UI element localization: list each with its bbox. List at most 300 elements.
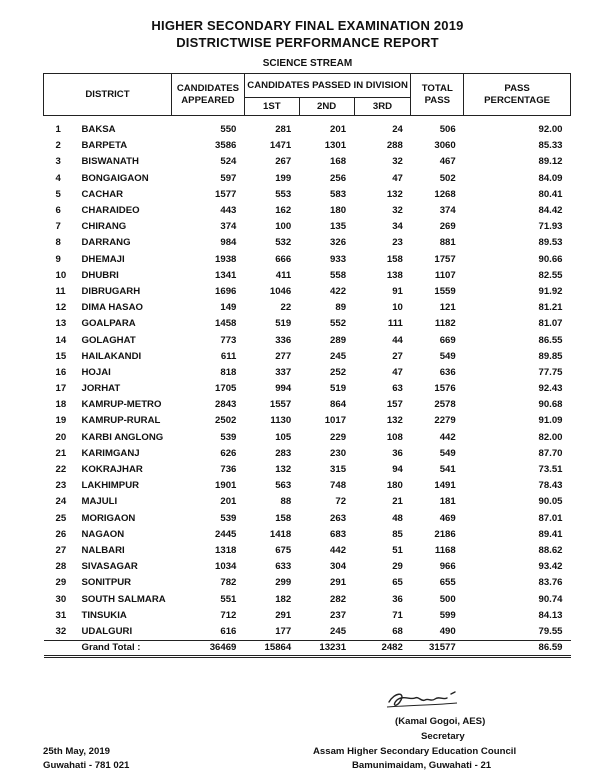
appeared-cell: 611 <box>220 350 237 362</box>
appeared-cell: 550 <box>220 124 237 136</box>
serial-number: 2 <box>55 140 61 152</box>
serial-number: 10 <box>55 269 67 281</box>
table-row <box>44 494 571 510</box>
district-name: GOALPARA <box>81 318 136 330</box>
district-cell <box>44 511 172 527</box>
div2-cell: 229 <box>330 431 347 443</box>
appeared-cell: 1696 <box>215 285 237 297</box>
serial-number: 3 <box>55 156 61 168</box>
grand-total-pass: 31577 <box>411 641 464 657</box>
div3-cell: 158 <box>386 253 403 265</box>
district-name: SONITPUR <box>81 577 132 589</box>
div2-cell: 558 <box>330 269 347 281</box>
div2-cell: 180 <box>330 205 347 217</box>
district-name: DARRANG <box>81 237 131 249</box>
div2-cell: 168 <box>330 156 347 168</box>
serial-number: 12 <box>55 302 67 314</box>
div2-cell: 245 <box>330 625 347 637</box>
pass-percentage-cell: 71.93 <box>538 221 563 233</box>
district-cell <box>44 575 172 591</box>
div3-cell: 32 <box>392 205 403 217</box>
district-cell <box>44 235 172 251</box>
div1-cell: 1130 <box>270 415 292 427</box>
table-row <box>44 413 571 429</box>
div3-cell: 48 <box>392 512 403 524</box>
district-cell <box>44 591 172 607</box>
div2-cell: 583 <box>330 188 347 200</box>
pass-percentage-cell: 90.68 <box>538 399 563 411</box>
appeared-cell: 1034 <box>215 561 237 573</box>
appeared-cell: 736 <box>220 464 237 476</box>
div2-cell: 89 <box>335 302 347 314</box>
div3-cell: 36 <box>392 593 403 605</box>
district-name: NAGAON <box>81 528 125 540</box>
total-pass-cell: 269 <box>439 221 456 233</box>
pass-percentage-cell: 89.85 <box>538 350 563 362</box>
div3-cell: 132 <box>386 188 403 200</box>
district-cell <box>44 365 172 381</box>
div1-cell: 277 <box>275 350 292 362</box>
district-cell <box>44 187 172 203</box>
district-cell <box>44 413 172 429</box>
div2-cell: 256 <box>330 172 347 184</box>
total-pass-cell: 2279 <box>434 415 456 427</box>
appeared-cell: 539 <box>220 431 237 443</box>
district-name: SIVASAGAR <box>81 561 138 573</box>
div1-cell: 88 <box>280 496 292 508</box>
appeared-cell: 1341 <box>215 269 237 281</box>
total-pass-cell: 467 <box>439 156 456 168</box>
total-pass-cell: 500 <box>439 593 456 605</box>
stream-label: SCIENCE STREAM <box>262 58 353 69</box>
grand-total-div2: 13231 <box>299 641 354 657</box>
div2-cell: 326 <box>330 237 347 249</box>
div2-cell: 282 <box>330 593 347 605</box>
div1-cell: 177 <box>275 625 292 637</box>
total-pass-cell: 1757 <box>434 253 456 265</box>
report-place: Guwahati - 781 021 <box>43 760 130 771</box>
district-cell <box>44 203 172 219</box>
district-cell <box>44 349 172 365</box>
total-pass-cell: 490 <box>439 625 456 637</box>
appeared-cell: 149 <box>220 302 237 314</box>
total-pass-cell: 549 <box>439 447 456 459</box>
pass-percentage-cell: 83.76 <box>538 577 563 589</box>
div3-cell: 71 <box>392 609 403 621</box>
serial-number: 9 <box>55 253 61 265</box>
performance-table <box>43 73 571 658</box>
div2-cell: 230 <box>330 447 347 459</box>
div3-cell: 47 <box>392 366 403 378</box>
grand-total-div1: 15864 <box>244 641 299 657</box>
total-pass-cell: 442 <box>439 431 456 443</box>
serial-number: 28 <box>55 561 67 573</box>
div1-cell: 1557 <box>269 399 292 411</box>
total-pass-cell: 3060 <box>434 140 456 152</box>
pass-percentage-cell: 79.55 <box>538 625 563 637</box>
total-pass-cell: 2578 <box>434 399 456 411</box>
pass-percentage-cell: 88.62 <box>538 544 563 556</box>
table-row <box>44 300 571 316</box>
div2-cell: 442 <box>330 544 347 556</box>
div1-cell: 337 <box>275 366 292 378</box>
div1-cell: 675 <box>275 544 292 556</box>
district-name: MAJULI <box>81 496 118 508</box>
district-cell <box>44 397 172 413</box>
table-row <box>44 559 571 575</box>
total-pass-cell: 1168 <box>434 544 456 556</box>
pass-percentage-cell: 77.75 <box>538 366 563 378</box>
table-row <box>44 575 571 591</box>
div3-cell: 157 <box>386 399 403 411</box>
table-row <box>44 397 571 413</box>
div3-cell: 29 <box>392 561 403 573</box>
table-row <box>44 203 571 219</box>
table-row <box>44 187 571 203</box>
district-name: CACHAR <box>81 188 124 200</box>
div3-cell: 85 <box>392 528 403 540</box>
div1-cell: 532 <box>275 237 292 249</box>
pass-percentage-cell: 90.66 <box>538 253 563 265</box>
pass-percentage-cell: 87.70 <box>538 447 563 459</box>
table-row <box>44 116 571 139</box>
total-pass-cell: 1576 <box>434 383 456 395</box>
total-pass-cell: 374 <box>439 205 456 217</box>
district-cell <box>44 219 172 235</box>
grand-total-row <box>44 641 571 657</box>
serial-number: 27 <box>55 544 67 556</box>
district-name: NALBARI <box>81 544 125 556</box>
appeared-cell: 443 <box>220 205 237 217</box>
pass-percentage-cell: 80.41 <box>538 188 563 200</box>
district-name: CHIRANG <box>81 221 127 233</box>
pass-percentage-cell: 87.01 <box>538 512 563 524</box>
serial-number: 21 <box>55 447 67 459</box>
appeared-cell: 539 <box>220 512 237 524</box>
pass-percentage-cell: 85.33 <box>538 140 563 152</box>
div2-cell: 1017 <box>324 415 347 427</box>
appeared-cell: 3586 <box>215 140 237 152</box>
appeared-cell: 818 <box>220 366 237 378</box>
div3-cell: 10 <box>392 302 403 314</box>
total-pass-cell: 549 <box>439 350 456 362</box>
grand-total-label: Grand Total : <box>44 641 172 657</box>
div2-cell: 201 <box>330 124 347 136</box>
div1-cell: 132 <box>275 464 292 476</box>
appeared-cell: 2502 <box>215 415 237 427</box>
serial-number: 20 <box>55 431 67 443</box>
div1-cell: 994 <box>275 383 292 395</box>
district-name: HAILAKANDI <box>81 350 142 362</box>
appeared-cell: 1458 <box>215 318 237 330</box>
district-cell <box>44 478 172 494</box>
pass-percentage-cell: 91.92 <box>538 285 563 297</box>
serial-number: 26 <box>55 528 67 540</box>
div1-cell: 182 <box>275 593 292 605</box>
div1-cell: 105 <box>275 431 292 443</box>
total-pass-cell: 1491 <box>434 480 456 492</box>
div1-cell: 1418 <box>269 528 292 540</box>
div3-cell: 24 <box>392 124 403 136</box>
div2-cell: 315 <box>330 464 347 476</box>
serial-number: 1 <box>55 124 61 136</box>
serial-number: 5 <box>55 188 61 200</box>
div1-cell: 299 <box>275 577 292 589</box>
div2-cell: 683 <box>330 528 347 540</box>
col-div1: 1ST <box>244 98 299 116</box>
table-row <box>44 478 571 494</box>
district-name: HOJAI <box>81 366 111 378</box>
div3-cell: 288 <box>386 140 403 152</box>
div3-cell: 32 <box>392 156 403 168</box>
div1-cell: 283 <box>275 447 292 459</box>
district-name: DIBRUGARH <box>81 285 141 297</box>
signatory-address: Bamunimaidam, Guwahati - 21 <box>352 760 492 771</box>
district-name: KAMRUP-RURAL <box>81 415 161 427</box>
district-name: KAMRUP-METRO <box>81 399 162 411</box>
table-body <box>44 116 571 657</box>
serial-number: 23 <box>55 480 67 492</box>
serial-number: 17 <box>55 383 67 395</box>
div1-cell: 1471 <box>269 140 292 152</box>
col-div2: 2ND <box>299 98 354 116</box>
appeared-cell: 551 <box>220 593 237 605</box>
district-name: LAKHIMPUR <box>81 480 140 492</box>
appeared-cell: 597 <box>220 172 237 184</box>
serial-number: 22 <box>55 464 67 476</box>
div1-cell: 553 <box>275 188 292 200</box>
table-row <box>44 154 571 170</box>
district-name: BISWANATH <box>81 156 139 168</box>
total-pass-cell: 541 <box>439 464 456 476</box>
table-row <box>44 462 571 478</box>
serial-number: 24 <box>55 496 67 508</box>
appeared-cell: 626 <box>220 447 237 459</box>
appeared-cell: 782 <box>220 577 237 589</box>
pass-percentage-cell: 89.12 <box>538 156 563 168</box>
appeared-cell: 201 <box>220 496 237 508</box>
appeared-cell: 1705 <box>215 383 237 395</box>
div3-cell: 47 <box>392 172 403 184</box>
district-cell <box>44 624 172 641</box>
pass-percentage-cell: 78.43 <box>538 480 563 492</box>
div2-cell: 304 <box>330 561 347 573</box>
total-pass-cell: 1182 <box>434 318 456 330</box>
serial-number: 29 <box>55 577 67 589</box>
serial-number: 7 <box>55 221 61 233</box>
serial-number: 32 <box>55 625 67 637</box>
div3-cell: 132 <box>386 415 403 427</box>
pass-percentage-cell: 84.09 <box>538 172 563 184</box>
total-pass-cell: 469 <box>439 512 456 524</box>
appeared-cell: 1318 <box>215 544 237 556</box>
serial-number: 4 <box>55 172 61 184</box>
serial-number: 6 <box>55 205 61 217</box>
table-row <box>44 608 571 624</box>
appeared-cell: 2843 <box>215 399 237 411</box>
div2-cell: 252 <box>330 366 347 378</box>
serial-number: 14 <box>55 334 67 346</box>
div3-cell: 138 <box>386 269 403 281</box>
total-pass-cell: 506 <box>439 124 456 136</box>
table-row <box>44 591 571 607</box>
div3-cell: 44 <box>392 334 403 346</box>
district-name: DHEMAJI <box>81 253 125 265</box>
signatory-title: Secretary <box>421 731 465 742</box>
table-row <box>44 235 571 251</box>
serial-number: 19 <box>55 415 67 427</box>
total-pass-cell: 966 <box>439 561 456 573</box>
div2-cell: 1301 <box>324 140 347 152</box>
pass-percentage-cell: 89.41 <box>538 528 563 540</box>
total-pass-cell: 121 <box>439 302 456 314</box>
total-pass-cell: 181 <box>439 496 456 508</box>
serial-number: 16 <box>55 366 67 378</box>
district-cell <box>44 494 172 510</box>
pass-percentage-cell: 90.05 <box>538 496 563 508</box>
district-cell <box>44 268 172 284</box>
div1-cell: 291 <box>275 609 292 621</box>
district-name: KARIMGANJ <box>81 447 140 459</box>
div3-cell: 111 <box>387 318 403 330</box>
table-row <box>44 138 571 154</box>
district-name: SOUTH SALMARA <box>81 593 166 605</box>
div2-cell: 291 <box>330 577 347 589</box>
div3-cell: 21 <box>392 496 403 508</box>
pass-percentage-cell: 93.42 <box>538 561 563 573</box>
report-subtitle: DISTRICTWISE PERFORMANCE REPORT <box>176 35 439 50</box>
appeared-cell: 984 <box>220 237 237 249</box>
table-row <box>44 268 571 284</box>
total-pass-cell: 2186 <box>434 528 456 540</box>
district-name: BAKSA <box>81 124 116 136</box>
col-div3: 3RD <box>354 98 411 116</box>
district-cell <box>44 543 172 559</box>
col-pass-percentage: PASS PERCENTAGE <box>464 74 571 116</box>
appeared-cell: 374 <box>220 221 237 233</box>
col-district: DISTRICT <box>44 74 172 116</box>
district-name: CHARAIDEO <box>81 205 140 217</box>
serial-number: 15 <box>55 350 67 362</box>
table-row <box>44 365 571 381</box>
total-pass-cell: 502 <box>439 172 456 184</box>
div3-cell: 108 <box>386 431 403 443</box>
district-name: TINSUKIA <box>81 609 127 621</box>
appeared-cell: 712 <box>220 609 237 621</box>
div2-cell: 263 <box>330 512 347 524</box>
pass-percentage-cell: 90.74 <box>538 593 563 605</box>
district-cell <box>44 430 172 446</box>
div1-cell: 336 <box>275 334 292 346</box>
total-pass-cell: 636 <box>439 366 456 378</box>
col-passed-division: CANDIDATES PASSED IN DIVISION <box>244 74 410 98</box>
district-cell <box>44 462 172 478</box>
district-cell <box>44 252 172 268</box>
table-row <box>44 349 571 365</box>
table-row <box>44 430 571 446</box>
district-name: DIMA HASAO <box>81 302 143 314</box>
table-row <box>44 252 571 268</box>
appeared-cell: 773 <box>220 334 237 346</box>
district-name: KARBI ANGLONG <box>81 431 164 443</box>
div3-cell: 180 <box>386 480 403 492</box>
div2-cell: 289 <box>330 334 347 346</box>
pass-percentage-cell: 81.21 <box>538 302 563 314</box>
table-row <box>44 381 571 397</box>
signature-mark <box>385 688 475 712</box>
appeared-cell: 1938 <box>215 253 237 265</box>
div2-cell: 237 <box>330 609 347 621</box>
table-row <box>44 284 571 300</box>
total-pass-cell: 655 <box>439 577 456 589</box>
grand-total-percentage: 86.59 <box>464 641 571 657</box>
table-row <box>44 527 571 543</box>
div2-cell: 552 <box>330 318 347 330</box>
pass-percentage-cell: 73.51 <box>538 464 563 476</box>
grand-total-div3: 2482 <box>354 641 411 657</box>
div3-cell: 63 <box>392 383 403 395</box>
signatory-org: Assam Higher Secondary Education Council <box>313 746 517 757</box>
district-name: BONGAIGAON <box>81 172 149 184</box>
pass-percentage-cell: 89.53 <box>538 237 563 249</box>
div3-cell: 36 <box>392 447 403 459</box>
total-pass-cell: 1559 <box>434 285 456 297</box>
div1-cell: 199 <box>275 172 292 184</box>
div3-cell: 94 <box>392 464 403 476</box>
appeared-cell: 524 <box>220 156 237 168</box>
total-pass-cell: 881 <box>439 237 456 249</box>
pass-percentage-cell: 92.43 <box>538 383 563 395</box>
pass-percentage-cell: 84.42 <box>538 205 563 217</box>
pass-percentage-cell: 82.55 <box>538 269 563 281</box>
district-cell <box>44 154 172 170</box>
div3-cell: 27 <box>392 350 403 362</box>
appeared-cell: 616 <box>220 625 237 637</box>
appeared-cell: 1577 <box>215 188 237 200</box>
div2-cell: 245 <box>330 350 347 362</box>
serial-number: 8 <box>55 237 61 249</box>
district-cell <box>44 608 172 624</box>
div3-cell: 23 <box>392 237 403 249</box>
district-cell <box>44 316 172 332</box>
district-name: KOKRAJHAR <box>81 464 143 476</box>
serial-number: 13 <box>55 318 67 330</box>
total-pass-cell: 669 <box>439 334 456 346</box>
div3-cell: 51 <box>392 544 403 556</box>
pass-percentage-cell: 82.00 <box>538 431 563 443</box>
col-appeared: CANDIDATES APPEARED <box>171 74 244 116</box>
div1-cell: 22 <box>280 302 292 314</box>
table-row <box>44 316 571 332</box>
total-pass-cell: 1268 <box>434 188 456 200</box>
div1-cell: 633 <box>275 561 292 573</box>
col-total-pass: TOTAL PASS <box>411 74 464 116</box>
district-cell <box>44 300 172 316</box>
serial-number: 30 <box>55 593 67 605</box>
table-row <box>44 332 571 348</box>
total-pass-cell: 599 <box>439 609 456 621</box>
div3-cell: 65 <box>392 577 403 589</box>
report-date: 25th May, 2019 <box>43 746 111 757</box>
div3-cell: 68 <box>392 625 403 637</box>
pass-percentage-cell: 86.55 <box>538 334 563 346</box>
signatory-name: (Kamal Gogoi, AES) <box>395 716 486 727</box>
table-row <box>44 511 571 527</box>
appeared-cell: 2445 <box>215 528 237 540</box>
pass-percentage-cell: 81.07 <box>538 318 563 330</box>
district-cell <box>44 559 172 575</box>
div2-cell: 864 <box>330 399 347 411</box>
